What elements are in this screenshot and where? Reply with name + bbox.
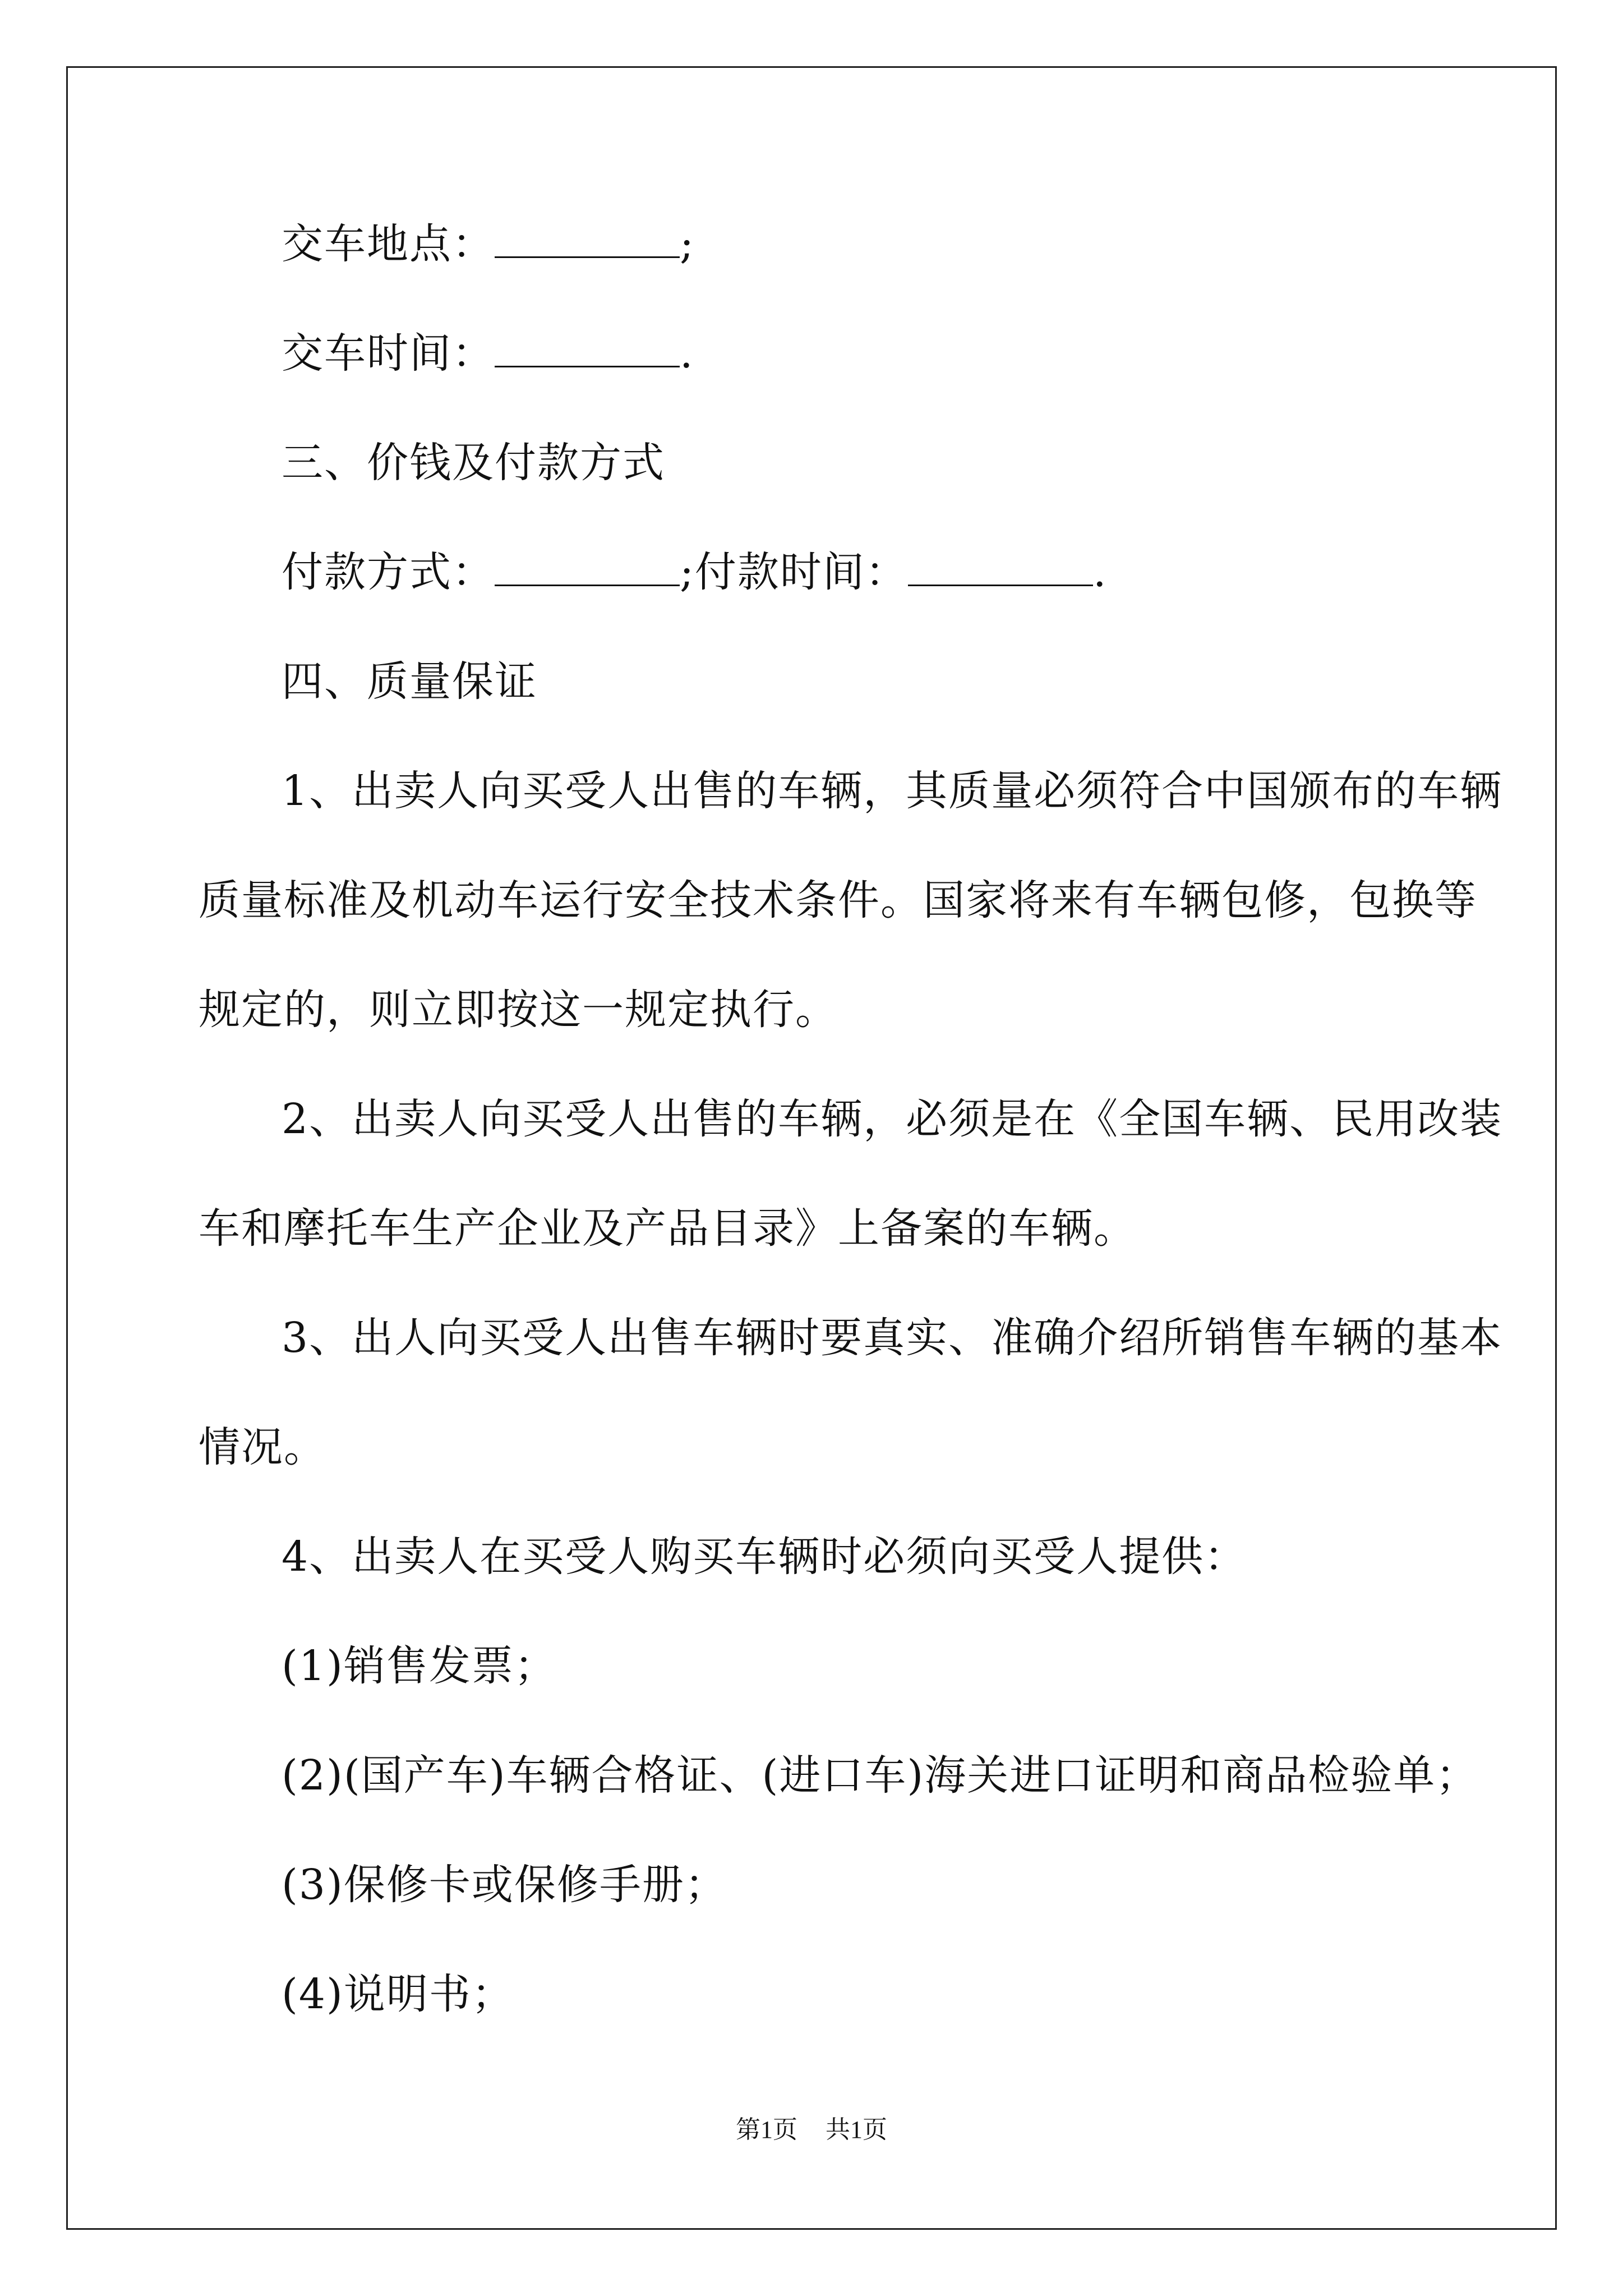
page-footer: [0, 2109, 1623, 2145]
payment-method-label: 付款方式：: [282, 548, 495, 596]
page-number-current: 第1页: [736, 2116, 797, 2143]
delivery-time-line: [199, 325, 1430, 381]
delivery-place-label: 交车地点：: [282, 220, 495, 268]
document-body: [199, 216, 1503, 2022]
page-number-total: 共1页: [826, 2116, 887, 2143]
delivery-place-end: ;: [680, 220, 695, 268]
payment-method-blank: [495, 545, 680, 586]
sub-item-1: (1)销售发票；: [282, 1642, 557, 1690]
delivery-place-blank: [495, 217, 680, 258]
section-4-heading: 四、质量保证: [282, 657, 537, 706]
sub-item-4: (4)说明书；: [282, 1970, 514, 2018]
item-3-line-2: 情况。: [199, 1423, 326, 1471]
item-4-line: 4、出卖人在买受人购买车辆时必须向买受人提供：: [282, 1533, 1247, 1581]
delivery-time-blank: [495, 326, 680, 367]
delivery-time-end: .: [680, 329, 694, 378]
item-1-line-3: 规定的，则立即按这一规定执行。: [199, 986, 838, 1034]
delivery-place-line: [199, 216, 1430, 272]
payment-line: [199, 544, 1430, 600]
delivery-time-label: 交车时间：: [282, 329, 495, 378]
item-1-line-2: 质量标准及机动车运行安全技术条件。国家将来有车辆包修，包换等: [199, 876, 1477, 924]
sub-item-3: (3)保修卡或保修手册；: [282, 1861, 727, 1909]
payment-time-blank: [908, 545, 1093, 586]
payment-time-label: ;付款时间：: [680, 548, 908, 596]
item-1-line-1: 1、出卖人向买受人出售的车辆，其质量必须符合中国颁布的车辆: [282, 767, 1503, 815]
item-2-line-1: 2、出卖人向买受人出售的车辆，必须是在《全国车辆、民用改装: [282, 1095, 1503, 1143]
payment-end: .: [1092, 548, 1108, 596]
item-3-line-1: 3、出人向买受人出售车辆时要真实、准确介绍所销售车辆的基本: [282, 1314, 1503, 1362]
sub-item-2: (2)(国产车)车辆合格证、(进口车)海关进口证明和商品检验单；: [282, 1751, 1479, 1800]
section-3-heading: 三、价钱及付款方式: [282, 439, 665, 487]
item-2-line-2: 车和摩托车生产企业及产品目录》上备案的车辆。: [199, 1204, 1136, 1253]
